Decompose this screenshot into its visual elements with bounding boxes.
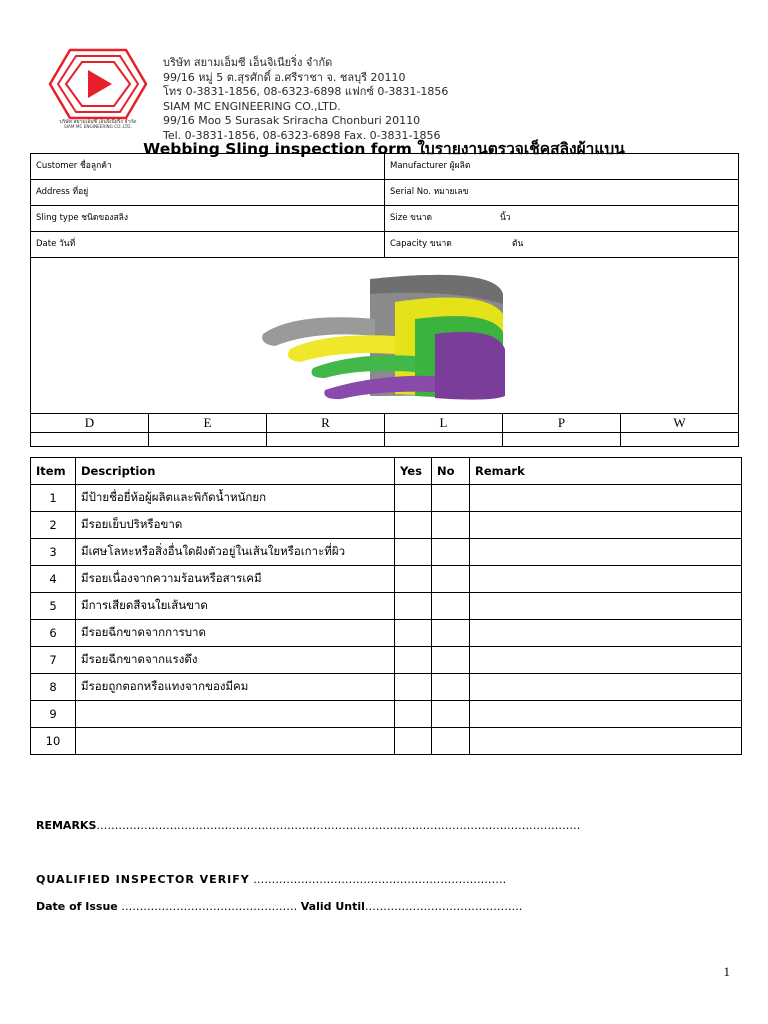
form-title: Webbing Sling inspection form ใบรายงานตรวจเช็คสลิงผ้าแบน: [143, 140, 625, 158]
serial-field[interactable]: Serial No. หมายเลข: [385, 180, 739, 206]
address-field[interactable]: Address ที่อยู่: [31, 180, 385, 206]
webbing-sling-photo-cell: [31, 258, 739, 414]
dim-p: P: [503, 414, 621, 433]
dim-r-value[interactable]: [267, 433, 385, 447]
checklist-row: [31, 674, 742, 701]
no-checkbox-cell[interactable]: [432, 728, 470, 755]
no-checkbox-cell[interactable]: [432, 539, 470, 566]
company-line: SIAM MC ENGINEERING CO.,LTD.: [163, 99, 341, 113]
yes-checkbox-cell[interactable]: [395, 701, 432, 728]
remark-cell[interactable]: [470, 485, 742, 512]
yes-checkbox-cell[interactable]: [395, 485, 432, 512]
capacity-field[interactable]: Capacity ขนาด ตัน: [385, 232, 739, 258]
logo-caption-en: SIAM MC ENGINEERING CO.,LTD.: [64, 124, 132, 128]
remark-cell[interactable]: [470, 566, 742, 593]
no-checkbox-cell[interactable]: [432, 647, 470, 674]
company-line: บริษัท สยามเอ็มซี เอ็นจิเนียริ่ง จำกัด: [163, 56, 333, 69]
yes-checkbox-cell[interactable]: [395, 647, 432, 674]
webbing-sling-photo: [255, 264, 515, 404]
yes-header: Yes: [395, 458, 432, 485]
yes-checkbox-cell[interactable]: [395, 539, 432, 566]
remark-header: Remark: [470, 458, 742, 485]
customer-field[interactable]: Customer ชื่อลูกค้า: [31, 154, 385, 180]
checklist-row: [31, 620, 742, 647]
company-line: Tel. 0-3831-1856, 08-6323-6898 Fax. 0-3831-1856: [163, 128, 441, 142]
dim-d-value[interactable]: [31, 433, 149, 447]
item-header: Item: [31, 458, 76, 485]
issue-validity-line[interactable]: Date of Issue ………………………………………… Valid Until…………………………………….: [36, 900, 523, 913]
company-line: โทร 0-3831-1856, 08-6323-6898 แฟกซ์ 0-3831-1856: [163, 85, 449, 98]
checklist-row: [31, 593, 742, 620]
company-line: 99/16 Moo 5 Surasak Sriracha Chonburi 20110: [163, 114, 421, 127]
dim-r: R: [267, 414, 385, 433]
inspection-checklist-table: [30, 457, 742, 755]
item-description: [76, 728, 395, 755]
item-description: มีรอยฉีกขาดจากแรงดึง: [76, 647, 395, 674]
checklist-row: [31, 512, 742, 539]
remark-cell[interactable]: [470, 620, 742, 647]
description-header: Description: [76, 458, 395, 485]
no-checkbox-cell[interactable]: [432, 674, 470, 701]
sling-info-table: [30, 153, 739, 447]
checklist-row: [31, 485, 742, 512]
remark-cell[interactable]: [470, 674, 742, 701]
dim-e: E: [149, 414, 267, 433]
checklist-row: [31, 647, 742, 674]
item-number: 1: [31, 485, 76, 512]
yes-checkbox-cell[interactable]: [395, 728, 432, 755]
date-field[interactable]: Date วันที่: [31, 232, 385, 258]
item-description: มีรอยเย็บปริหรือขาด: [76, 512, 395, 539]
item-description: [76, 701, 395, 728]
remarks-line[interactable]: REMARKS……………………………………………………………………………………………………………………: [36, 819, 581, 832]
item-number: 3: [31, 539, 76, 566]
yes-checkbox-cell[interactable]: [395, 566, 432, 593]
item-number: 5: [31, 593, 76, 620]
yes-checkbox-cell[interactable]: [395, 620, 432, 647]
manufacturer-field[interactable]: Manufacturer ผู้ผลิต: [385, 154, 739, 180]
dim-p-value[interactable]: [503, 433, 621, 447]
dim-e-value[interactable]: [149, 433, 267, 447]
sling-type-field[interactable]: Sling type ชนิดของสลิง: [31, 206, 385, 232]
item-number: 10: [31, 728, 76, 755]
company-address-block: [163, 56, 448, 143]
item-description: มีการเสียดสีจนใยเส้นขาด: [76, 593, 395, 620]
logo-caption-th: บริษัท สยามเอ็มซี เอ็นจิเนียริ่ง จำกัด: [59, 119, 137, 125]
remark-cell[interactable]: [470, 512, 742, 539]
no-checkbox-cell[interactable]: [432, 593, 470, 620]
inspector-line[interactable]: QUALIFIED INSPECTOR VERIFY ……………………………………………………………: [36, 873, 507, 886]
page-number: 1: [723, 964, 730, 979]
item-number: 6: [31, 620, 76, 647]
item-description: มีป้ายชื่อยี่ห้อผู้ผลิตและพิกัดน้ำหนักยก: [76, 485, 395, 512]
checklist-row: [31, 566, 742, 593]
item-description: มีรอยฉีกขาดจากการบาด: [76, 620, 395, 647]
yes-checkbox-cell[interactable]: [395, 512, 432, 539]
no-checkbox-cell[interactable]: [432, 566, 470, 593]
item-number: 4: [31, 566, 76, 593]
remark-cell[interactable]: [470, 701, 742, 728]
size-field[interactable]: Size ขนาด นิ้ว: [385, 206, 739, 232]
company-line: 99/16 หมู่ 5 ต.สุรศักดิ์ อ.ศรีราชา จ. ชลบุรี 20110: [163, 70, 406, 84]
remark-cell[interactable]: [470, 728, 742, 755]
checklist-body: [31, 485, 742, 755]
yes-checkbox-cell[interactable]: [395, 593, 432, 620]
remark-cell[interactable]: [470, 593, 742, 620]
item-number: 7: [31, 647, 76, 674]
no-checkbox-cell[interactable]: [432, 701, 470, 728]
checklist-row: [31, 539, 742, 566]
no-checkbox-cell[interactable]: [432, 485, 470, 512]
remark-cell[interactable]: [470, 539, 742, 566]
company-logo: [48, 46, 148, 128]
remark-cell[interactable]: [470, 647, 742, 674]
dim-l: L: [385, 414, 503, 433]
item-description: มีเศษโลหะหรือสิ่งอื่นใดฝังตัวอยู่ในเส้นใยหรือเกาะที่ผิว: [76, 539, 395, 566]
no-checkbox-cell[interactable]: [432, 620, 470, 647]
dim-w: W: [621, 414, 739, 433]
no-checkbox-cell[interactable]: [432, 512, 470, 539]
no-header: No: [432, 458, 470, 485]
dim-l-value[interactable]: [385, 433, 503, 447]
checklist-row: [31, 728, 742, 755]
item-description: มีรอยถูกตอกหรือแทงจากของมีคม: [76, 674, 395, 701]
checklist-row: [31, 701, 742, 728]
item-number: 8: [31, 674, 76, 701]
dim-d: D: [31, 414, 149, 433]
item-number: 2: [31, 512, 76, 539]
item-number: 9: [31, 701, 76, 728]
yes-checkbox-cell[interactable]: [395, 674, 432, 701]
item-description: มีรอยเนื่องจากความร้อนหรือสารเคมี: [76, 566, 395, 593]
dim-w-value[interactable]: [621, 433, 739, 447]
